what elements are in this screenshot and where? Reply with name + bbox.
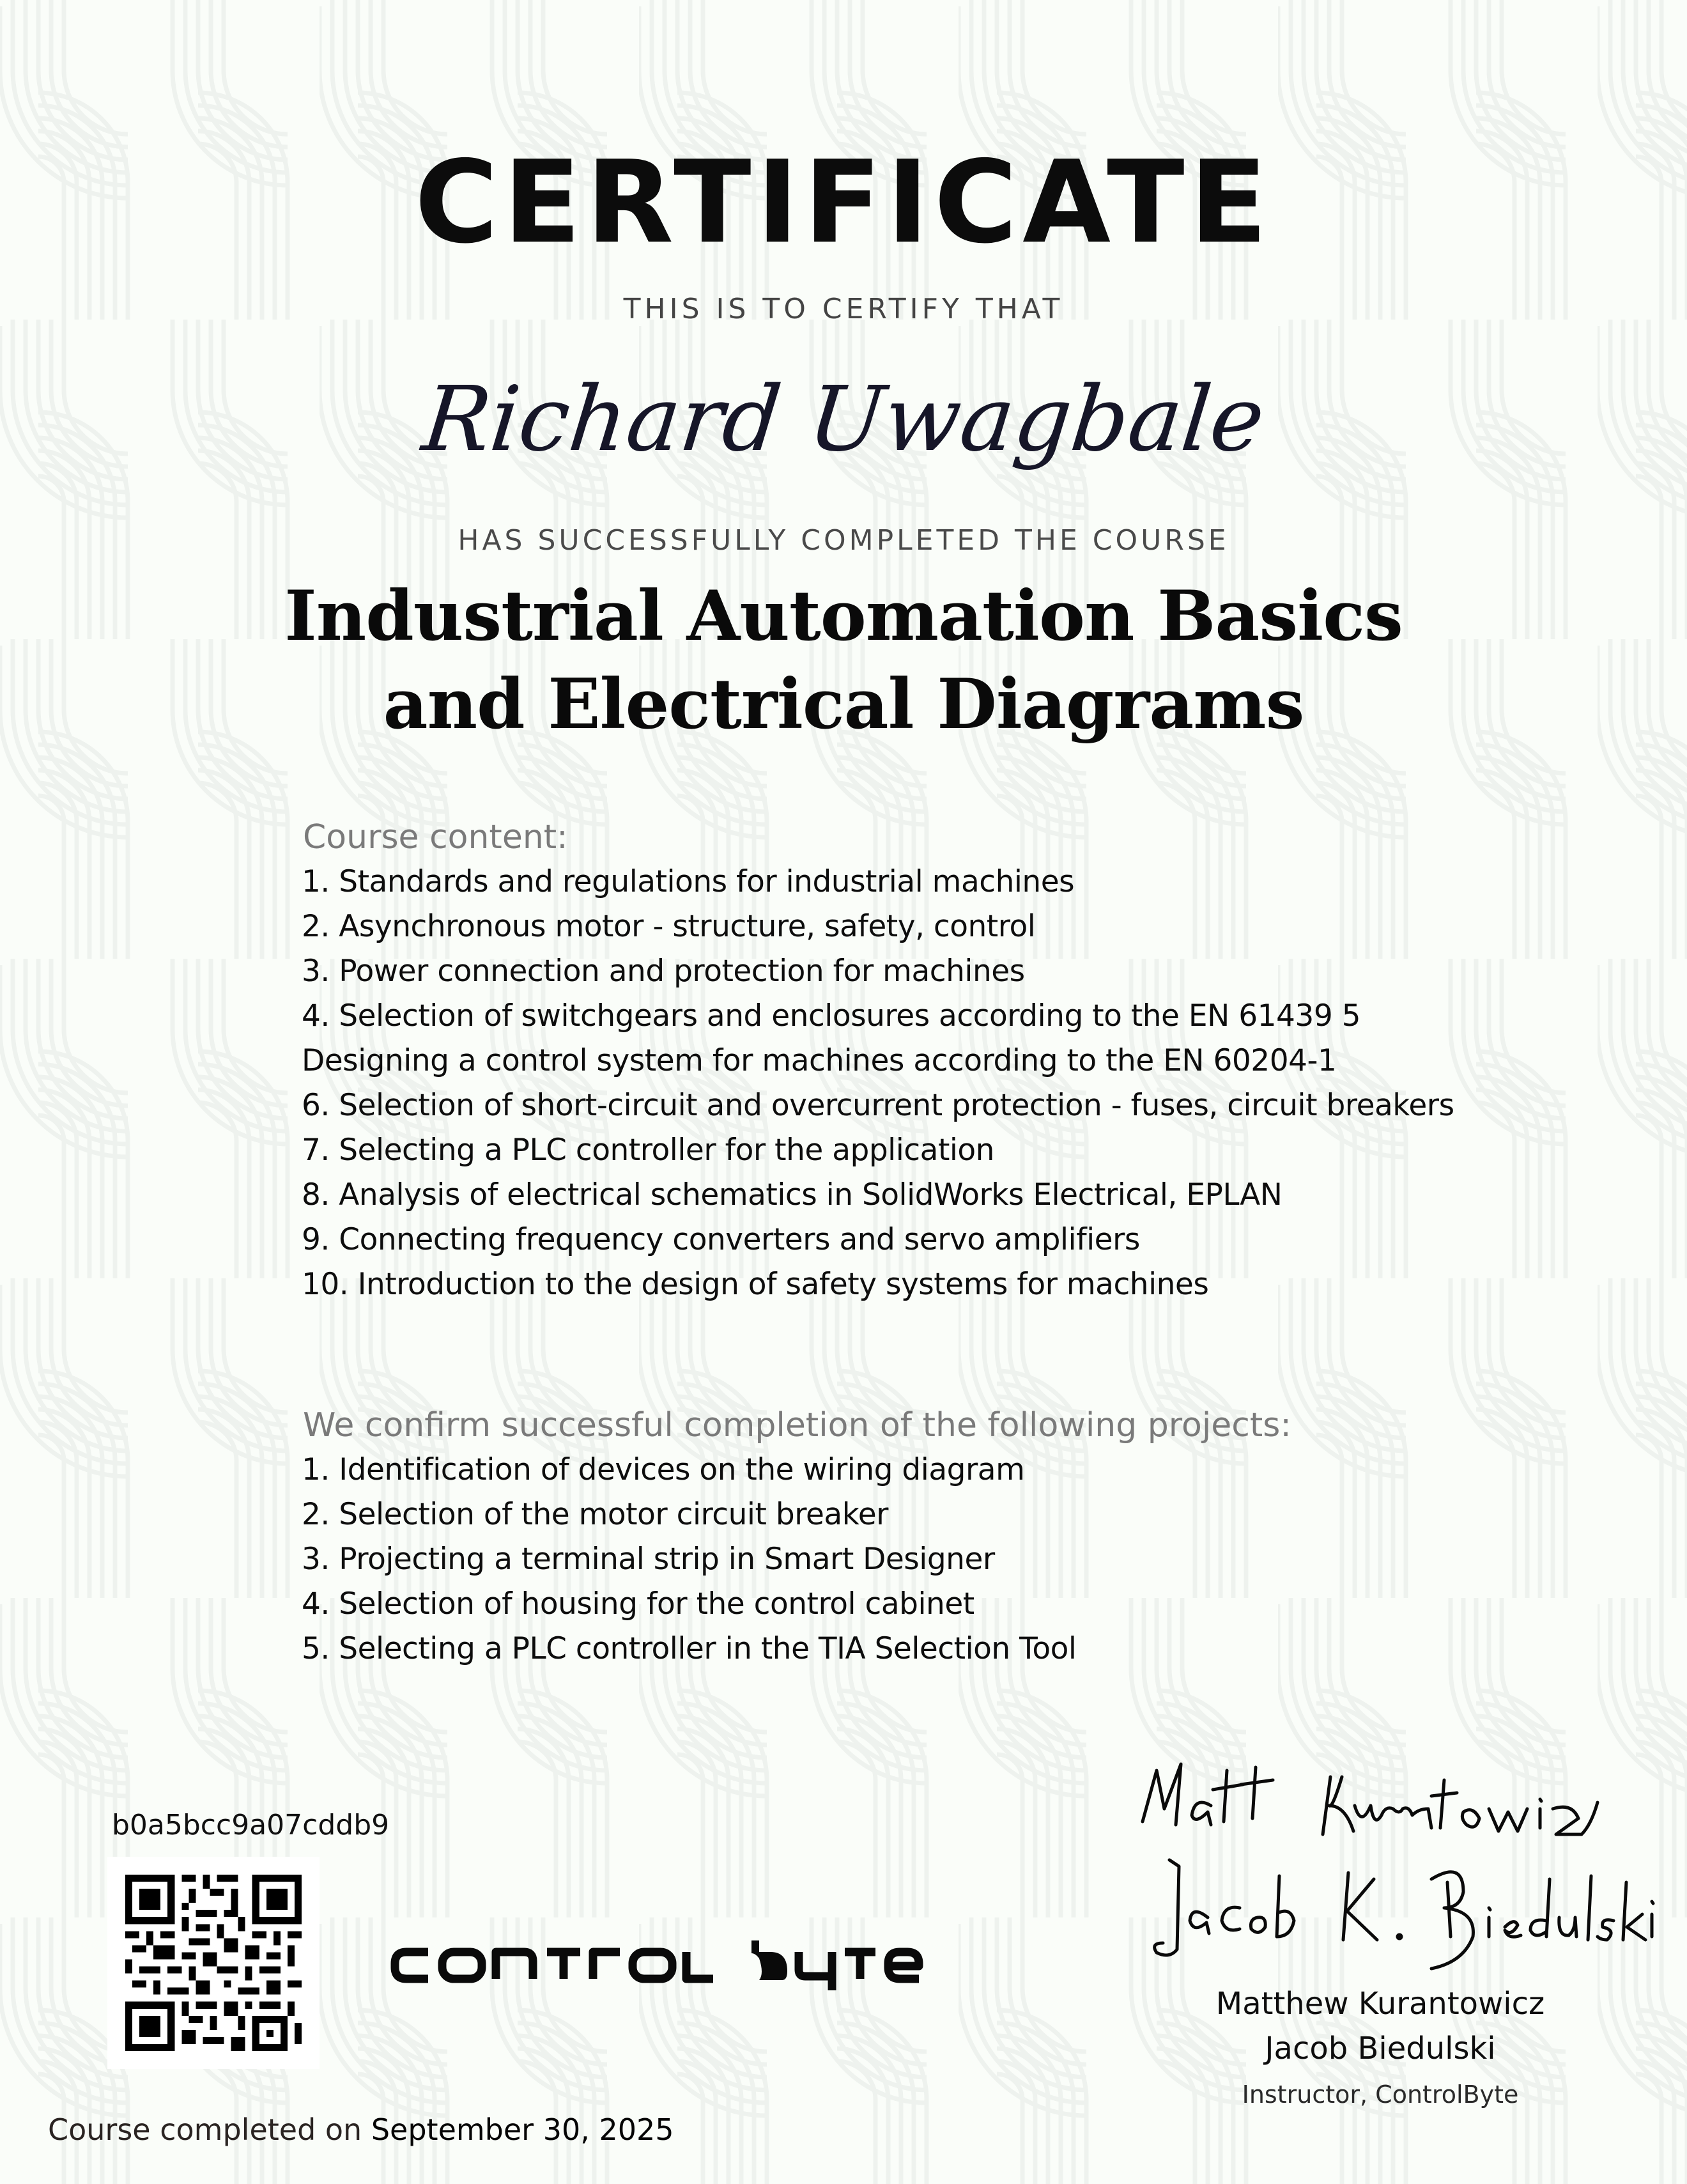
- signer-names: [1150, 1981, 1610, 2071]
- projects-section: [302, 1403, 1516, 1671]
- list-item: 3. Projecting a terminal strip in Smart Designer: [302, 1542, 995, 1577]
- list-item: 8. Analysis of electrical schematics in SolidWorks Electrical, EPLAN: [302, 1177, 1283, 1212]
- instructor-signatures: [1131, 1745, 1655, 1981]
- signer-name: Matthew Kurantowicz: [1215, 1986, 1545, 2022]
- signer-role: Instructor, ControlByte: [1242, 2080, 1519, 2109]
- completion-prefix: Course completed on: [48, 2112, 362, 2147]
- list-item: 1. Standards and regulations for industrial machines: [302, 864, 1075, 899]
- recipient-name: Richard Uwagbale: [418, 368, 1270, 472]
- course-title: Industrial Automation Basics and Electrical Diagrams: [284, 576, 1403, 745]
- signer-name: Jacob Biedulski: [1265, 2031, 1496, 2066]
- certificate-id: b0a5bcc9a07cddb9: [112, 1809, 390, 1841]
- list-item: 1. Identification of devices on the wiring diagram: [302, 1452, 1025, 1487]
- course-content-label: Course content:: [303, 818, 568, 856]
- list-item: 10. Introduction to the design of safety systems for machines: [302, 1267, 1209, 1302]
- list-item: 7. Selecting a PLC controller for the application: [302, 1133, 994, 1168]
- qr-code-icon[interactable]: [107, 1857, 320, 2069]
- list-item: 5. Selecting a PLC controller in the TIA Selection Tool: [302, 1631, 1077, 1666]
- list-item: 4. Selection of housing for the control cabinet: [302, 1586, 974, 1622]
- certify-subheading: THIS IS TO CERTIFY THAT: [623, 293, 1064, 325]
- course-content-section: [302, 815, 1516, 1307]
- list-item: 2. Asynchronous motor - structure, safety, control: [302, 909, 1036, 944]
- completion-date-line: [48, 2112, 674, 2147]
- projects-list: [302, 1448, 1516, 1671]
- list-item: 4. Selection of switchgears and enclosures according to the EN 61439 5 Designing a control system for machines according to the EN 60204-1: [302, 998, 1361, 1078]
- certificate-heading: CERTIFICATE: [414, 136, 1273, 268]
- list-item: 3. Power connection and protection for machines: [302, 954, 1025, 989]
- projects-label: We confirm successful completion of the following projects:: [303, 1406, 1291, 1444]
- completion-date: September 30, 2025: [371, 2112, 674, 2147]
- completed-course-subheading: HAS SUCCESSFULLY COMPLETED THE COURSE: [458, 524, 1229, 557]
- course-content-list: [302, 860, 1516, 1307]
- list-item: 2. Selection of the motor circuit breaker: [302, 1497, 888, 1532]
- list-item: 9. Connecting frequency converters and servo amplifiers: [302, 1222, 1140, 1257]
- list-item: 6. Selection of short-circuit and overcurrent protection - fuses, circuit breakers: [302, 1088, 1454, 1123]
- controlbyte-logo: [389, 1937, 925, 1994]
